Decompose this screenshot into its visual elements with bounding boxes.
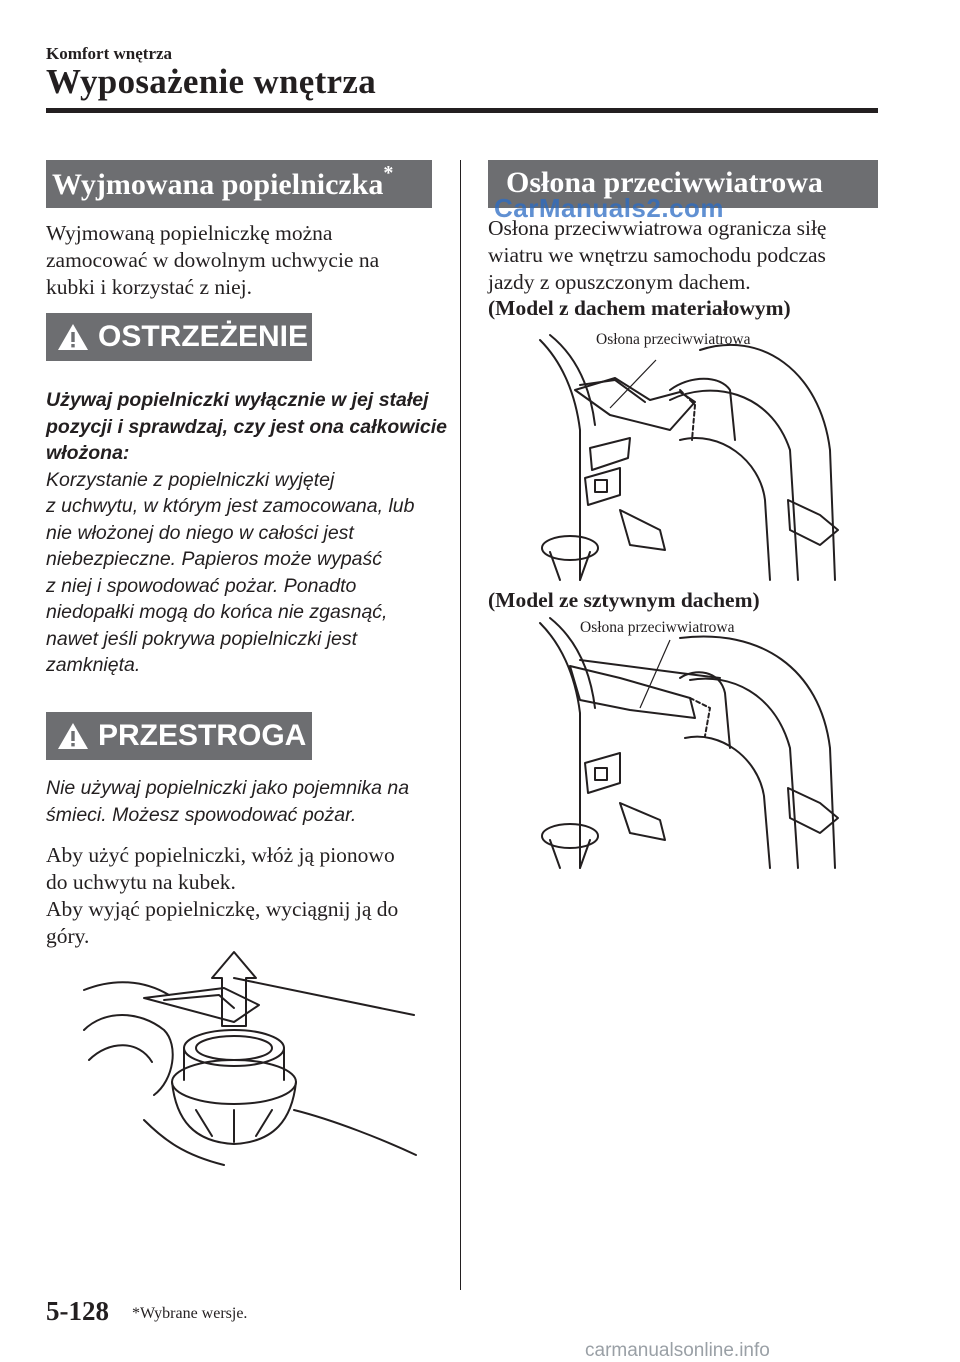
callout-2: Osłona przeciwwiatrowa [580, 619, 735, 636]
intro-line: Wyjmowaną popielniczkę można [46, 221, 333, 245]
intro-line: zamocować w dowolnym uchwycie na [46, 248, 380, 272]
warning-line: nie włożonej do niego w całości jest [46, 521, 354, 544]
intro-line: jazdy z opuszczonym dachem. [488, 270, 751, 294]
warning-line: zamknięta. [46, 654, 141, 676]
optional-mark: * [383, 162, 394, 184]
model1-label: (Model z dachem materiałowym) [488, 296, 791, 320]
warning-bold-line: pozycji i sprawdzaj, czy jest ona całkowicie [46, 415, 447, 438]
usage-text [46, 842, 398, 950]
warning-line: Korzystanie z popielniczki wyjętej [46, 468, 335, 491]
windblocker-heading: Osłona przeciwwiatrowa [488, 160, 878, 208]
windblocker-intro [488, 215, 826, 296]
warning-box [46, 313, 312, 361]
footnote: *Wybrane wersje. [132, 1305, 248, 1322]
callout-1: Osłona przeciwwiatrowa [596, 331, 751, 348]
caution-line: Nie używaj popielniczki jako pojemnika na [46, 777, 410, 799]
ashtray-intro [46, 220, 379, 301]
intro-line: wiatru we wnętrzu samochodu podczas [488, 243, 826, 267]
warning-bold-line: włożona: [46, 442, 130, 464]
warning-line: niebezpieczne. Papieros może wypaść [46, 548, 383, 570]
usage-line: Aby wyjąć popielniczkę, wyciągnij ją do [46, 897, 399, 921]
warning-line: nawet jeśli pokrywa popielniczki jest [46, 627, 358, 650]
ashtray-heading [46, 160, 432, 208]
warning-line: niedopałki mogą do końca nie zgasnąć, [46, 601, 388, 623]
model2-label: (Model ze sztywnym dachem) [488, 588, 760, 612]
warning-bold-line: Używaj popielniczki wyłącznie w jej stałej [46, 389, 429, 411]
caution-box [46, 712, 312, 760]
warning-line: z niej i spowodować pożar. Ponadto [46, 574, 357, 597]
section-label: Komfort wnętrza [46, 44, 173, 63]
warning-content [46, 387, 447, 679]
intro-line: kubki i korzystać z niej. [46, 275, 252, 299]
usage-line: do uchwytu na kubek. [46, 870, 236, 894]
section-title: Wyposażenie wnętrza [46, 62, 377, 101]
warning-triangle-icon [56, 721, 90, 751]
page-number: 5-128 [46, 1296, 109, 1326]
intro-line: Osłona przeciwwiatrowa ogranicza siłę [488, 216, 827, 240]
usage-line: góry. [46, 924, 90, 948]
caution-line: śmieci. Możesz spowodować pożar. [46, 803, 357, 826]
ashtray-heading-text: Wyjmowana popielniczka [52, 168, 384, 201]
soft-top-illustration [520, 330, 840, 580]
warning-triangle-icon [56, 322, 90, 352]
header-rule [46, 108, 878, 113]
usage-line: Aby użyć popielniczki, włóż ją pionowo [46, 843, 395, 867]
caution-content [46, 775, 409, 828]
hard-top-illustration [520, 618, 840, 868]
watermark-top: CarManuals2.com [494, 193, 725, 223]
watermark-bottom: carmanualsonline.info [585, 1340, 770, 1361]
column-divider [460, 160, 461, 1290]
warning-line: z uchwytu, w którym jest zamocowana, lub [46, 495, 415, 517]
warning-label: OSTRZEŻENIE [98, 320, 309, 353]
caution-label: PRZESTROGA [98, 719, 307, 752]
ashtray-illustration [84, 970, 416, 1170]
